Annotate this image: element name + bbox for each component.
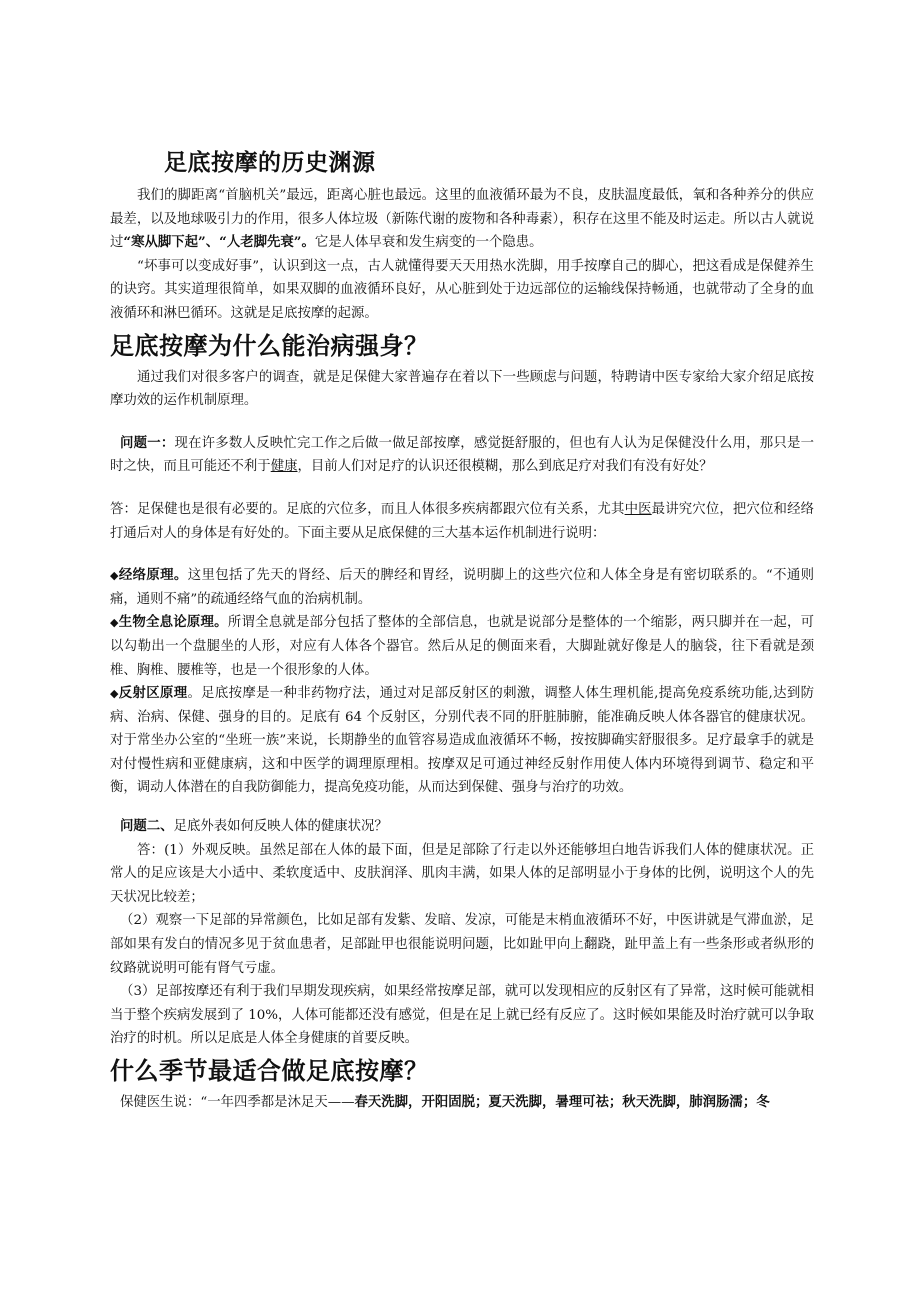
question-label: 问题二、 [120,818,174,835]
diamond-bullet-icon: ◆ [110,616,119,630]
question-text: 足底外表如何反映人体的健康状况？ [173,819,388,835]
mechanism-text: 这里包括了先天的肾经、后天的脾经和胃经，说明脚上的这些穴位和人体全身是有密切联系的。“不通则痛，通则不痛”的疏通经络气血的治病机制。 [110,568,815,607]
answer-text: 答：足保健也是很有必要的。足底的穴位多，而且人体很多疾病都跟穴位有关系，尤其 [110,501,625,517]
question-label: 问题一： [120,434,175,451]
section-title-season: 什么季节最适合做足底按摩？ [110,1056,429,1085]
diamond-bullet-icon: ◆ [110,569,119,583]
paragraph-intro: 通过我们对很多客户的调查，就是足保健大家普遍存在着以下一些顾虑与问题，特聘请中医专家给大家介绍足底按摩功效的运作机制原理。 [110,369,814,409]
answer-two-part-1: 答：(1）外观反映。虽然足部在人体的最下面，但是足部除了行走以外还能够坦白地告诉我们人体的健康状况。正常人的足应该是大小适中、柔软度适中、皮肤润泽、肌肉丰满，如果人体的足部明显小于身体的比例，说明这个人的先天状况比较差； [110,842,814,905]
mechanism-holographic [110,611,814,682]
link-health[interactable]: 健康 [270,459,298,475]
paragraph-text: 它是人体早衰和发生病变的一个隐患。 [314,235,543,251]
answer-two-part-2: （2）观察一下足部的异常颜色，比如足部有发紫、发暗、发凉，可能是末梢血液循环不好，中医讲就是气滞血淤，足部如果有发白的情况多见于贫血患者，足部趾甲也很能说明问题，比如趾甲向上翻跷，趾甲盖上有一些条形或者纵形的纹路就说明可能有肾气亏虚。 [110,913,814,976]
bold-season-list: 春天洗脚，开阳固脱；夏天洗脚，暑理可祛；秋天洗脚，肺润肠濡；冬 [354,1094,770,1110]
mechanism-label: 生物全息论原理。 [118,614,228,631]
mechanism-reflex [110,682,814,800]
answer-text: 最讲究穴位，把穴位和经络打通后对人的身体是有好处的。下面主要从足底保健的三大基本运作机制进行说明： [110,501,815,541]
section-title-why: 足底按摩为什么能治病强身？ [110,330,429,360]
mechanism-meridian [110,564,814,611]
answer-one [110,498,814,545]
paragraph-text: 保健医生说：“一年四季都是沐足天—— [120,1095,355,1110]
question-two [110,815,814,839]
question-text: 现在许多数人反映忙完工作之后做一做足部按摩，感觉挺舒服的，但也有人认为足保健没什么用，那只是一时之快，而且可能还不利于 [110,435,815,475]
paragraph-history-1 [110,184,814,255]
mechanism-text: 。足底按摩是一种非药物疗法，通过对足部反射区的刺激，调整人体生理机能,提高免疫系统功能,达到防病、治病、保健、强身的目的。足底有 64 个反射区，分别代表不同的肝脏肺腑，能准确反映人体各器官的健康状况。对于常坐办公室的“坐班一族”来说，长期静坐的血管容易造成血液循环不畅，按按脚确实舒服很多。足疗最拿手的就是对付慢性病和亚健康病，这和中医学的调理原理相。按摩双足可通过神经反射作用使人体内环境得到调节、稳定和平衡，调动人体潜在的自我防御能力，提高免疫功能，从而达到保健、强身与治疗的功效。 [110,686,814,796]
answer-two-part-3: （3）足部按摩还有利于我们早期发现疾病，如果经常按摩足部，就可以发现相应的反射区有了异常，这时候可能就相当于整个疾病发展到了 10%，人体可能都还没有感觉，但是在足上就已经有反应了。这时候如果能及时治疗就可以争取治疗的时机。所以足底是人体全身健康的首要反映。 [110,984,814,1047]
link-tcm[interactable]: 中医 [624,501,652,517]
paragraph-text: 我们的脚距离“首脑机关”最远，距离心脏也最远。这里的血液循环最为不良，皮肤温度最低，氧和各种养分的供应最差，以及地球吸引力的作用，很多人体垃圾（新陈代谢的废物和各种毒素），积存在这里不能及时运走。所以古人就说过 [110,188,814,251]
diamond-bullet-icon: ◆ [110,687,119,701]
paragraph-history-2: “坏事可以变成好事”，认识到这一点，古人就懂得要天天用热水洗脚，用手按摩自己的脚心，把这看成是保健养生的诀窍。其实道理很简单，如果双脚的血液循环良好，从心脏到处于边远部位的运输线保持畅通，也就带动了全身的血液循环和淋巴循环。这就是足底按摩的起源。 [110,258,814,321]
paragraph-season [110,1091,814,1115]
document-body [110,146,814,1115]
mechanism-label: 经络原理。 [118,567,188,584]
question-text: ，目前人们对足疗的认识还很模糊，那么到底足疗对我们有没有好处？ [297,459,713,475]
section-title-history: 足底按摩的历史渊源 [164,149,376,176]
mechanism-label: 反射区原理 [118,685,188,702]
bold-quote: “寒从脚下起”、“人老脚先衰”。 [123,234,315,251]
mechanism-text: 所谓全息就是部分包括了整体的全部信息，也就是说部分是整体的一个缩影，两只脚并在一起，可以勾勒出一个盘腿坐的人形，对应有人体各个器官。然后从足的侧面来看，大脚趾就好像是人的脑袋，往下看就是颈椎、胸椎、腰椎等，也是一个很形象的人体。 [110,615,815,678]
question-one [110,432,814,479]
